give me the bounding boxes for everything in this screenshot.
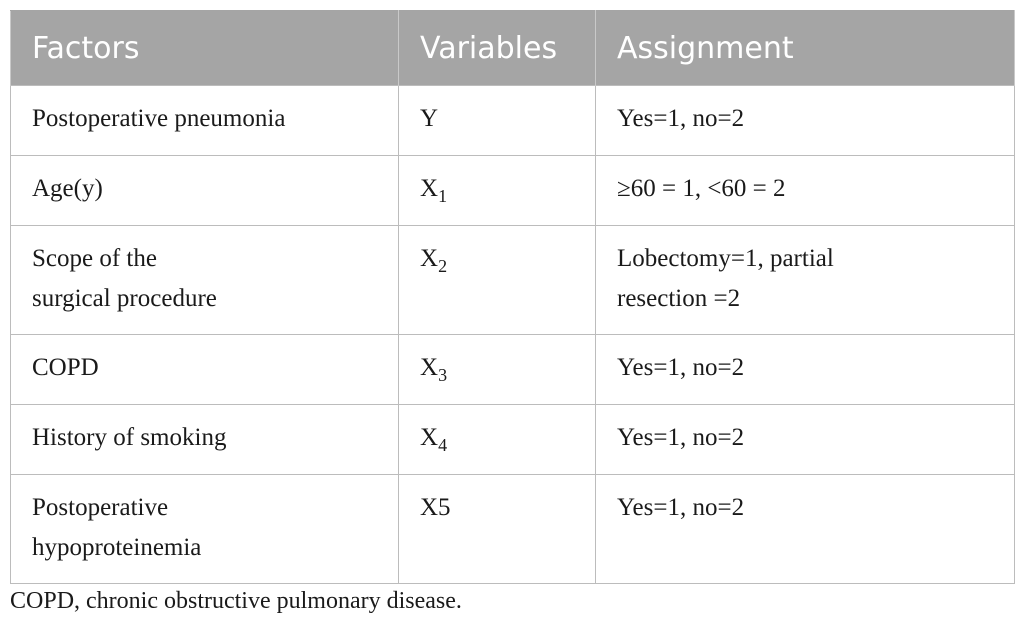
variable-cell: [399, 405, 596, 475]
table-row: [11, 156, 1015, 226]
assignment-line: resection =2: [617, 285, 741, 312]
variable-cell: [399, 226, 596, 335]
assignment-cell: [596, 156, 1015, 226]
assignment-line: Yes=1, no=2: [617, 354, 745, 381]
factor-text: [32, 169, 398, 209]
variable-cell: [399, 335, 596, 405]
header-variables: Variables: [399, 11, 596, 86]
factor-line: Postoperative: [32, 494, 169, 521]
factor-line: hypoproteinemia: [32, 534, 202, 561]
factor-line: Scope of the: [32, 245, 157, 272]
variable-base: X: [420, 424, 439, 451]
assignment-text: [617, 348, 1014, 388]
table-row: [11, 475, 1015, 584]
variable-subscript: 2: [438, 256, 448, 276]
variable-cell: [399, 86, 596, 156]
factor-cell: [11, 86, 399, 156]
assignment-text: [617, 418, 1014, 458]
assignment-line: Yes=1, no=2: [617, 105, 745, 132]
assignment-text: [617, 169, 1014, 209]
assignment-cell: [596, 335, 1015, 405]
assignment-cell: [596, 226, 1015, 335]
variable-base: X: [420, 245, 439, 272]
factor-cell: [11, 335, 399, 405]
factor-cell: [11, 226, 399, 335]
variable-text: [420, 418, 595, 458]
factor-cell: [11, 405, 399, 475]
variable-text: [420, 348, 595, 388]
table-footnote: COPD, chronic obstructive pulmonary disease.: [10, 588, 462, 614]
factor-line: Age(y): [32, 175, 103, 202]
assignment-text: [617, 239, 1014, 319]
factor-text: [32, 348, 398, 388]
factor-assignment-table: [10, 10, 1015, 584]
variable-text: [420, 488, 595, 528]
table-header: [11, 11, 1015, 86]
assignment-line: Yes=1, no=2: [617, 424, 745, 451]
variable-subscript: 3: [438, 365, 448, 385]
factor-line: surgical procedure: [32, 285, 217, 312]
variable-base: X: [420, 175, 439, 202]
assignment-line: ≥60 = 1, <60 = 2: [617, 175, 786, 202]
factor-text: [32, 418, 398, 458]
assignment-text: [617, 99, 1014, 139]
header-factors: Factors: [11, 11, 399, 86]
assignment-line: Lobectomy=1, partial: [617, 245, 834, 272]
factor-cell: [11, 156, 399, 226]
variable-base: X5: [420, 494, 451, 521]
variable-text: [420, 169, 595, 209]
table-row: [11, 226, 1015, 335]
factor-text: [32, 99, 398, 139]
table-row: [11, 335, 1015, 405]
factor-line: COPD: [32, 354, 99, 381]
variable-cell: [399, 475, 596, 584]
factor-cell: [11, 475, 399, 584]
data-table-container: [10, 10, 1014, 584]
assignment-cell: [596, 405, 1015, 475]
variable-base: X: [420, 354, 439, 381]
factor-text: [32, 488, 398, 568]
header-assignment: Assignment: [596, 11, 1015, 86]
factor-line: Postoperative pneumonia: [32, 105, 286, 132]
variable-subscript: 1: [438, 186, 448, 206]
variable-text: [420, 99, 595, 139]
variable-cell: [399, 156, 596, 226]
assignment-text: [617, 488, 1014, 528]
assignment-cell: [596, 86, 1015, 156]
factor-text: [32, 239, 398, 319]
assignment-cell: [596, 475, 1015, 584]
variable-base: Y: [420, 105, 439, 132]
header-row: [11, 11, 1015, 86]
factor-line: History of smoking: [32, 424, 227, 451]
table-row: [11, 86, 1015, 156]
variable-text: [420, 239, 595, 279]
table-row: [11, 405, 1015, 475]
variable-subscript: 4: [438, 435, 448, 455]
assignment-line: Yes=1, no=2: [617, 494, 745, 521]
table-body: [11, 86, 1015, 584]
